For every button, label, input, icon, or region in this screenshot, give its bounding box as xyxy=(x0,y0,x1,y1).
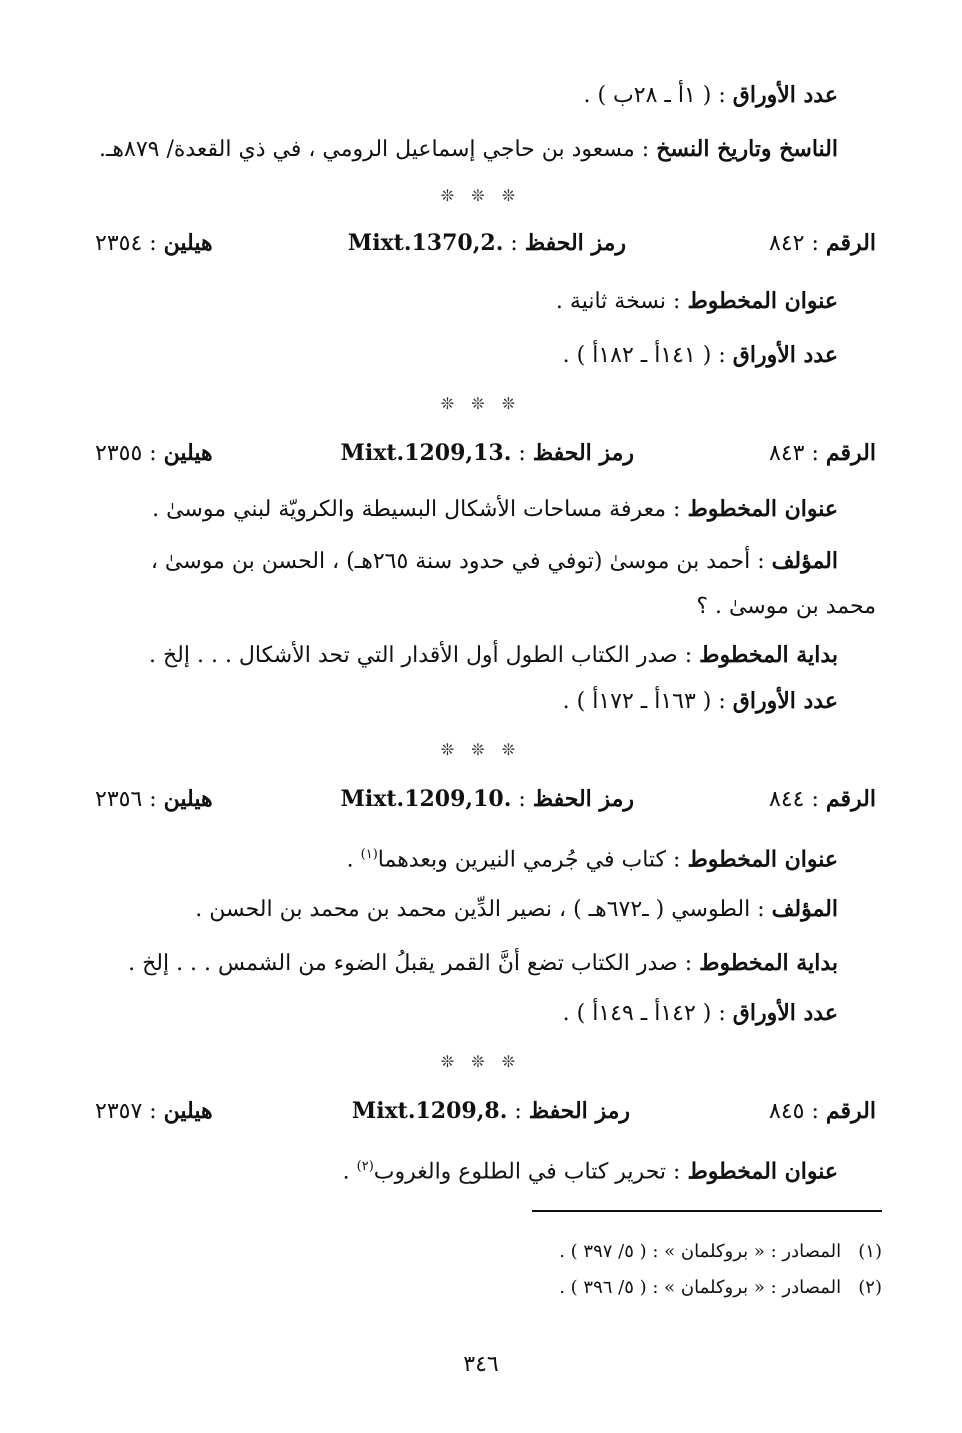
shelf-mark: رمز الحفظ : Mixt.1209,10. xyxy=(340,786,634,812)
incipit-line: بداية المخطوط : صدر الكتاب الطول أول الأقدار التي تحد الأشكال . . . إلخ . xyxy=(148,642,838,668)
footnote-ref: (١) xyxy=(360,847,378,862)
shelf-mark: رمز الحفظ : Mixt.1209,8. xyxy=(351,1098,630,1124)
copyist-line: الناسخ وتاريخ النسخ : مسعود بن حاجي إسماعيل الرومي ، في ذي القعدة/ ٨٧٩هـ. xyxy=(98,136,838,162)
author-line: المؤلف : أحمد بن موسىٰ (توفي في حدود سنة ٢٦٥هـ) ، الحسن بن موسىٰ ، xyxy=(150,548,838,574)
separator: ❊ ❊ ❊ xyxy=(440,1052,522,1071)
folios-line-top: عدد الأوراق : ( ١أ ـ ٢٨ب ) . xyxy=(583,82,838,108)
folios-line: عدد الأوراق : ( ١٤٢أ ـ ١٤٩أ ) . xyxy=(562,1000,838,1026)
copyist-value: مسعود بن حاجي إسماعيل الرومي ، في ذي القعدة/ ٨٧٩هـ. xyxy=(98,137,635,162)
entry-number: الرقم : ٨٤٤ xyxy=(769,786,876,812)
helin-number: هيلين : ٢٣٥٧ xyxy=(95,1098,213,1124)
title-line: عنوان المخطوط : معرفة مساحات الأشكال البسيطة والكرويّة لبني موسىٰ . xyxy=(152,496,838,522)
helin-number: هيلين : ٢٣٥٦ xyxy=(95,786,213,812)
footnote-rule xyxy=(532,1210,882,1212)
folios-line: عدد الأوراق : ( ١٤١أ ـ ١٨٢أ ) . xyxy=(562,342,838,368)
shelf-mark: رمز الحفظ : Mixt.1209,13. xyxy=(340,440,634,466)
incipit-line: بداية المخطوط : صدر الكتاب تضع أنَّ القمر يقبلُ الضوء من الشمس . . . إلخ . xyxy=(128,950,838,976)
title-line: عنوان المخطوط : نسخة ثانية . xyxy=(555,288,838,314)
footnote: (١) المصادر : « بروكلمان » : ( ٥/ ٣٩٧ ) . xyxy=(559,1241,882,1262)
footnote-ref: (٢) xyxy=(356,1159,374,1174)
helin-number: هيلين : ٢٣٥٥ xyxy=(95,440,213,466)
shelf-mark: رمز الحفظ : Mixt.1370,2. xyxy=(347,230,626,256)
footnote: (٢) المصادر : « بروكلمان » : ( ٥/ ٣٩٦ ) . xyxy=(559,1277,882,1298)
page-number: ٣٤٦ xyxy=(463,1352,499,1377)
entry-number: الرقم : ٨٤٥ xyxy=(769,1098,876,1124)
separator: ❊ ❊ ❊ xyxy=(440,740,522,759)
helin-number: هيلين : ٢٣٥٤ xyxy=(95,230,213,256)
title-line: عنوان المخطوط : كتاب في جُرمي النيرين وبعدهما$^{(١)}$ . xyxy=(346,846,838,873)
entry-number: الرقم : ٨٤٣ xyxy=(769,440,876,466)
folios-label: عدد الأوراق xyxy=(732,82,838,108)
author-line: المؤلف : الطوسي ( ـ٦٧٢هـ ) ، نصير الدِّين محمد بن محمد بن الحسن . xyxy=(195,896,838,922)
author-line-continued: محمد بن موسىٰ . ؟ xyxy=(696,594,876,619)
folios-line: عدد الأوراق : ( ١٦٣أ ـ ١٧٢أ ) . xyxy=(562,688,838,714)
separator: ❊ ❊ ❊ xyxy=(440,186,522,205)
copyist-label: الناسخ وتاريخ النسخ xyxy=(656,136,838,162)
separator: ❊ ❊ ❊ xyxy=(440,394,522,413)
folios-value: ( ١أ ـ ٢٨ب ) . xyxy=(583,83,712,108)
entry-number: الرقم : ٨٤٢ xyxy=(769,230,876,256)
title-line: عنوان المخطوط : تحرير كتاب في الطلوع والغروب$^{(٢)}$ . xyxy=(342,1158,838,1185)
